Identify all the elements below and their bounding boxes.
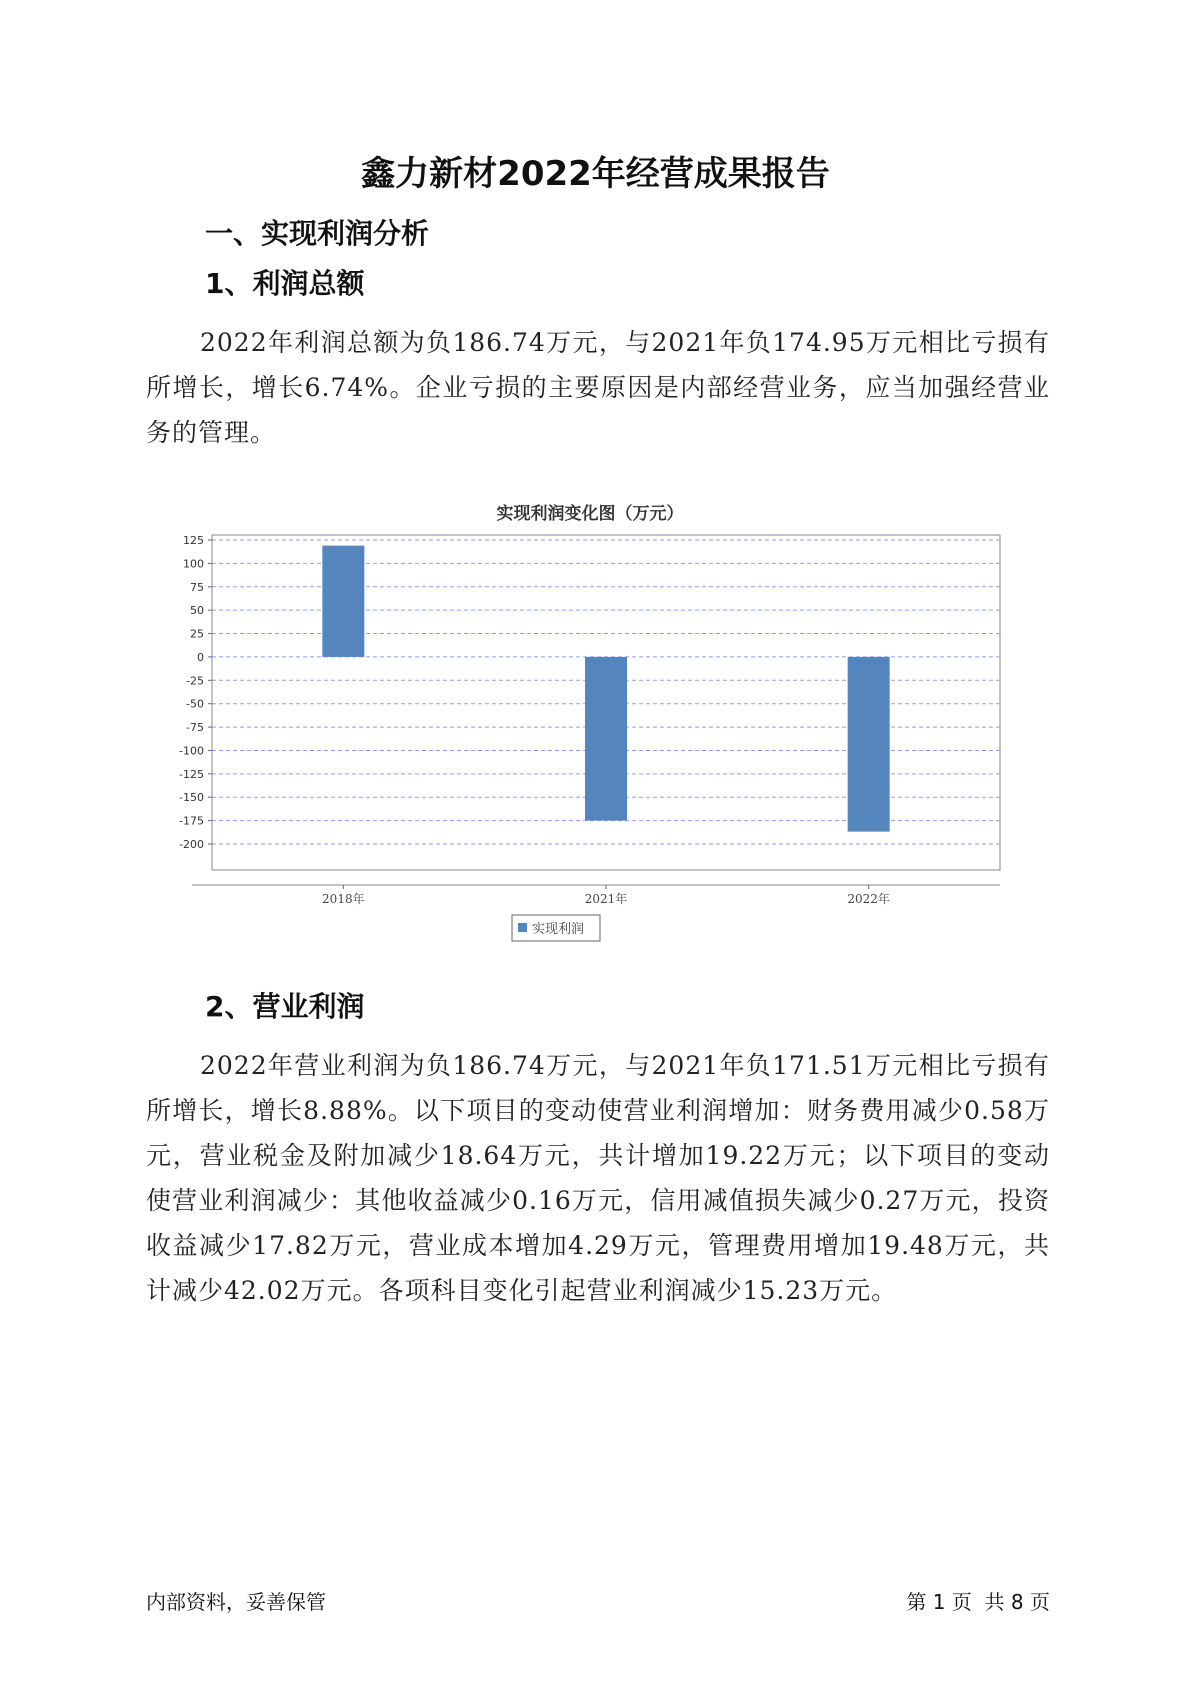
y-tick-label: -25 (186, 674, 204, 688)
x-tick-label: 2022年 (847, 892, 890, 906)
footer-page-number: 第 1 页 共 8 页 (906, 1590, 1050, 1614)
x-tick-label: 2018年 (322, 892, 365, 906)
subheading-total-profit: 1、利润总额 (205, 267, 365, 300)
chart-title: 实现利润变化图（万元） (496, 504, 684, 524)
y-tick-label: 25 (190, 627, 204, 641)
y-tick-label: 125 (183, 534, 204, 547)
profit-chart (150, 495, 1030, 955)
y-tick-label: -75 (186, 721, 204, 735)
y-tick-label: 50 (190, 604, 204, 618)
y-tick-label: -100 (179, 744, 204, 758)
bar-2018年 (322, 546, 364, 657)
legend-label: 实现利润 (532, 922, 585, 937)
legend-swatch (518, 923, 527, 932)
section-heading-profit-analysis: 一、实现利润分析 (205, 217, 430, 250)
y-tick-label: -150 (179, 791, 204, 805)
footer-confidential-note: 内部资料，妥善保管 (146, 1590, 326, 1614)
y-tick-label: -125 (179, 767, 204, 781)
paragraph-total-profit: 2022年利润总额为负186.74万元，与2021年负174.95万元相比亏损有所增长，增长6.74%。企业亏损的主要原因是内部经营业务，应当加强经营业务的管理。 (146, 328, 1050, 447)
page-title: 鑫力新材2022年经营成果报告 (361, 154, 830, 194)
bar-2022年 (848, 657, 890, 832)
y-tick-label: -50 (186, 697, 204, 711)
y-tick-label: 100 (183, 557, 204, 571)
x-tick-label: 2021年 (584, 892, 628, 906)
profit-chart-svg (150, 495, 1030, 955)
y-tick-label: -175 (179, 814, 204, 828)
subheading-operating-profit: 2、营业利润 (205, 990, 365, 1023)
bar-2021年 (585, 657, 627, 821)
y-tick-label: -200 (179, 838, 204, 851)
y-tick-label: 75 (190, 580, 204, 594)
y-tick-label: 0 (197, 650, 204, 664)
paragraph-operating-profit: 2022年营业利润为负186.74万元，与2021年负171.51万元相比亏损有所增长，增长8.88%。以下项目的变动使营业利润增加：财务费用减少0.58万元，营业税金及附加减少18.64万元，共计增加19.22万元；以下项目的变动使营业利润减少：其他收益减少0.16万元，信用减值损失减少0.27万元，投资收益减少17.82万元，营业成本增加4.29万元，管理费用增加19.48万元，共计减少42.02万元。各项科目变化引起营业利润减少15.23万元。 (146, 1051, 1050, 1305)
